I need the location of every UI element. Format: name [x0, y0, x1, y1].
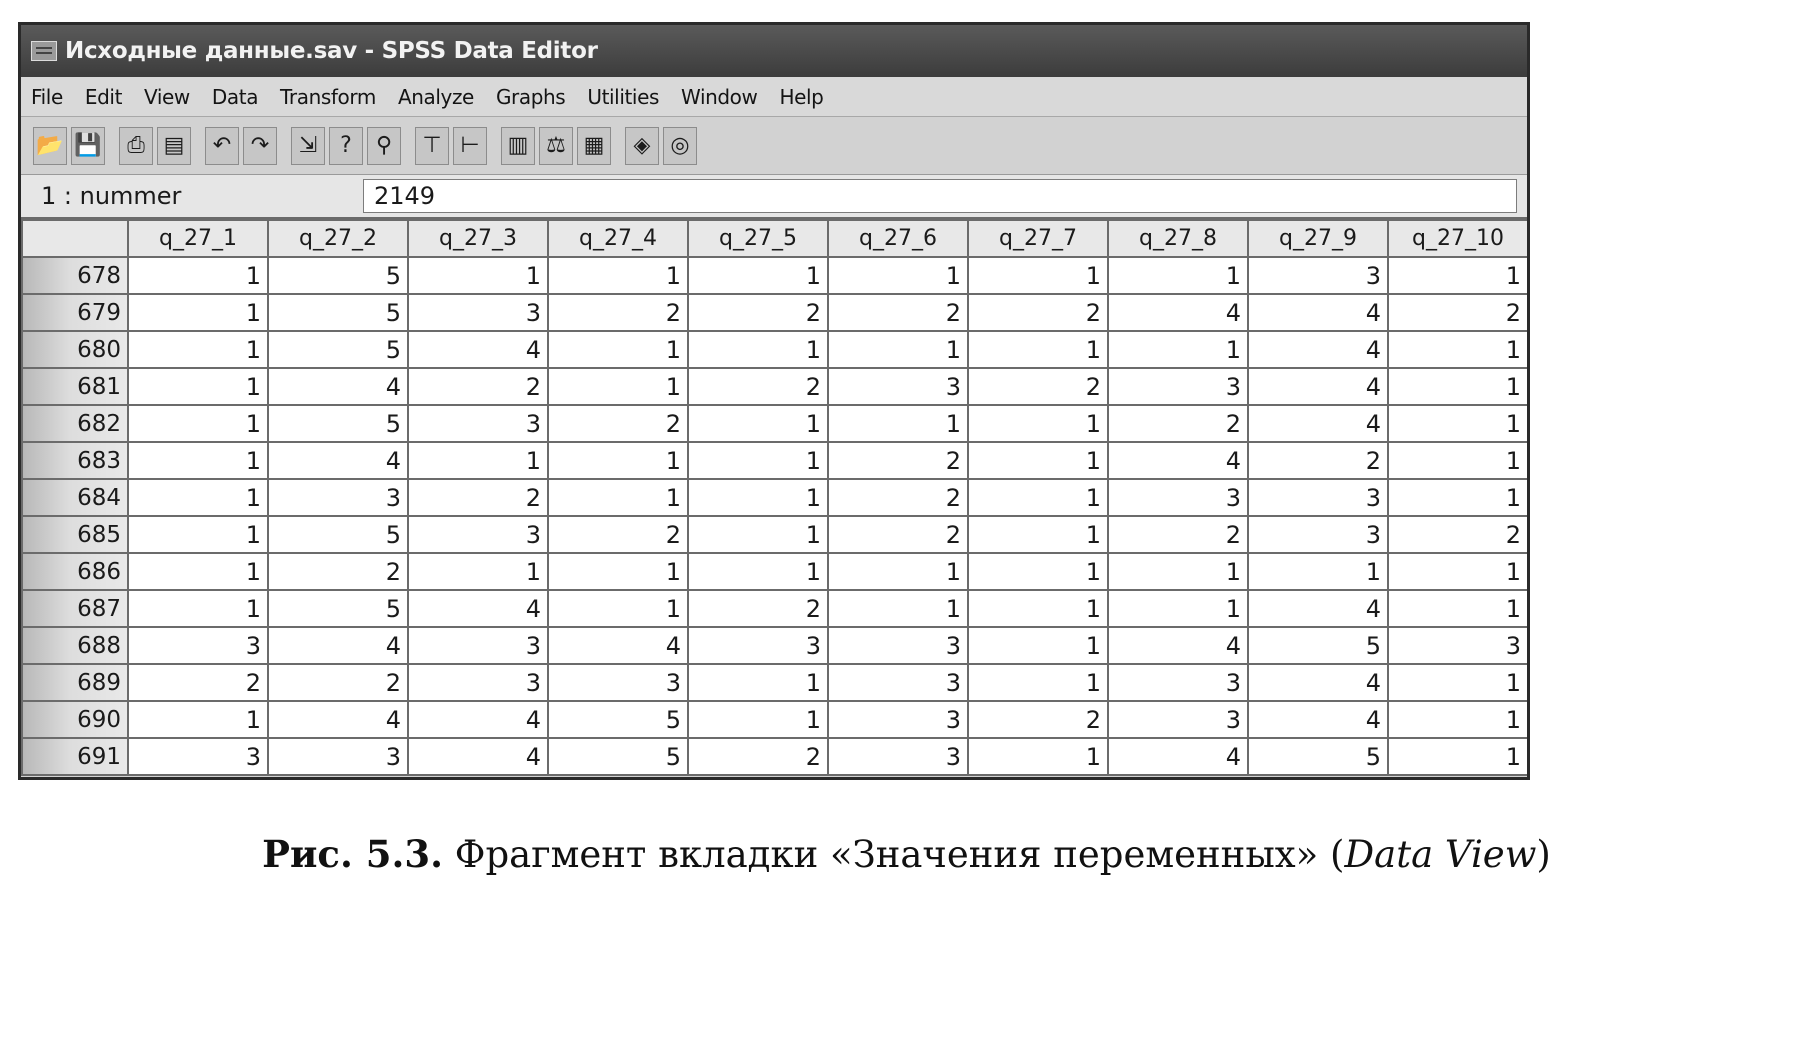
data-cell[interactable]: 1	[968, 664, 1108, 701]
data-cell[interactable]: 4	[408, 590, 548, 627]
data-cell[interactable]: 1	[968, 442, 1108, 479]
row-header[interactable]: 683	[22, 442, 128, 479]
data-cell[interactable]: 2	[1108, 405, 1248, 442]
table-row	[22, 331, 1528, 368]
table-row	[22, 738, 1528, 775]
data-cell[interactable]: 4	[1248, 405, 1388, 442]
data-cell[interactable]: 1	[1108, 257, 1248, 294]
column-header-q_27_4[interactable]: q_27_4	[548, 220, 688, 257]
toolbar-separator	[195, 127, 201, 165]
table-row	[22, 405, 1528, 442]
title-bar	[21, 25, 1527, 77]
data-cell[interactable]: 2	[408, 368, 548, 405]
data-cell[interactable]: 1	[968, 627, 1108, 664]
menu-data[interactable]: Data	[211, 84, 259, 109]
data-cell[interactable]: 1	[408, 442, 548, 479]
table-row	[22, 368, 1528, 405]
data-cell[interactable]: 5	[268, 257, 408, 294]
table-row	[22, 701, 1528, 738]
data-cell[interactable]: 2	[688, 738, 828, 775]
data-cell[interactable]: 3	[408, 294, 548, 331]
data-cell[interactable]: 1	[128, 368, 268, 405]
row-header[interactable]: 679	[22, 294, 128, 331]
data-cell[interactable]: 1	[128, 516, 268, 553]
data-cell[interactable]: 3	[828, 701, 968, 738]
column-header-q_27_10[interactable]: q_27_10	[1388, 220, 1528, 257]
data-cell[interactable]: 3	[828, 368, 968, 405]
variables-icon[interactable]: ?	[329, 127, 363, 165]
data-cell[interactable]: 1	[128, 294, 268, 331]
spss-app-icon	[31, 41, 57, 61]
data-cell[interactable]: 5	[1248, 627, 1388, 664]
data-cell[interactable]: 3	[1248, 516, 1388, 553]
data-cell[interactable]: 1	[128, 257, 268, 294]
redo-icon[interactable]: ↷	[243, 127, 277, 165]
data-cell[interactable]: 3	[408, 516, 548, 553]
toolbar-separator	[109, 127, 115, 165]
data-cell[interactable]: 3	[828, 738, 968, 775]
data-cell[interactable]: 3	[828, 627, 968, 664]
data-cell[interactable]: 3	[268, 738, 408, 775]
data-cell[interactable]: 1	[128, 701, 268, 738]
data-cell[interactable]: 1	[968, 738, 1108, 775]
data-cell[interactable]: 2	[268, 553, 408, 590]
data-cell[interactable]: 1	[1108, 590, 1248, 627]
data-cell[interactable]: 3	[408, 405, 548, 442]
caption-italic: Data View	[1344, 833, 1537, 876]
column-header-q_27_3[interactable]: q_27_3	[408, 220, 548, 257]
caption-close: )	[1536, 833, 1551, 876]
toolbar-separator	[491, 127, 497, 165]
data-cell[interactable]: 1	[1388, 664, 1528, 701]
data-cell[interactable]: 4	[1108, 738, 1248, 775]
data-cell[interactable]: 1	[1388, 331, 1528, 368]
data-cell[interactable]: 1	[1108, 553, 1248, 590]
data-cell[interactable]: 4	[1108, 442, 1248, 479]
cell-value-input[interactable]: 2149	[363, 179, 1517, 213]
data-cell[interactable]: 1	[128, 405, 268, 442]
data-cell[interactable]: 4	[268, 368, 408, 405]
data-cell[interactable]: 1	[1388, 405, 1528, 442]
menu-edit[interactable]: Edit	[84, 84, 123, 109]
data-cell[interactable]: 1	[128, 479, 268, 516]
caption-text: Фрагмент вкладки «Значения переменных» (	[442, 833, 1345, 876]
data-cell[interactable]: 1	[548, 368, 688, 405]
data-cell[interactable]: 1	[828, 257, 968, 294]
data-cell[interactable]: 1	[1388, 701, 1528, 738]
row-header[interactable]: 691	[22, 738, 128, 775]
table-row	[22, 590, 1528, 627]
data-cell[interactable]: 3	[1248, 479, 1388, 516]
menu-graphs[interactable]: Graphs	[495, 84, 566, 109]
data-cell[interactable]: 5	[268, 294, 408, 331]
data-cell[interactable]: 1	[128, 442, 268, 479]
data-view-grid	[21, 219, 1529, 776]
data-cell[interactable]: 4	[1248, 590, 1388, 627]
table-row	[22, 627, 1528, 664]
spss-data-editor-window	[18, 22, 1530, 780]
data-cell[interactable]: 1	[548, 553, 688, 590]
window-title: Исходные данные.sav - SPSS Data Editor	[65, 38, 598, 64]
data-cell[interactable]: 3	[1248, 257, 1388, 294]
caption-label: Рис. 5.3.	[262, 832, 443, 876]
data-cell[interactable]: 1	[688, 553, 828, 590]
table-row	[22, 442, 1528, 479]
table-row	[22, 664, 1528, 701]
data-cell[interactable]: 1	[548, 331, 688, 368]
data-cell[interactable]: 2	[688, 294, 828, 331]
data-cell[interactable]: 2	[688, 368, 828, 405]
data-cell[interactable]: 2	[1108, 516, 1248, 553]
data-cell[interactable]: 3	[408, 627, 548, 664]
data-cell[interactable]: 5	[1248, 738, 1388, 775]
data-cell[interactable]: 2	[1388, 516, 1528, 553]
data-cell[interactable]: 1	[828, 405, 968, 442]
row-header[interactable]: 686	[22, 553, 128, 590]
menu-window[interactable]: Window	[681, 84, 758, 109]
print-icon[interactable]: ⎙	[119, 127, 153, 165]
data-cell[interactable]: 2	[688, 590, 828, 627]
row-header[interactable]: 690	[22, 701, 128, 738]
data-cell[interactable]: 1	[128, 553, 268, 590]
data-cell[interactable]: 1	[968, 331, 1108, 368]
data-cell[interactable]: 3	[1108, 479, 1248, 516]
data-cell[interactable]: 1	[1108, 331, 1248, 368]
data-cell[interactable]: 1	[828, 590, 968, 627]
data-cell[interactable]: 4	[408, 331, 548, 368]
data-cell[interactable]: 3	[548, 664, 688, 701]
goto-case-icon[interactable]: ⇲	[291, 127, 325, 165]
figure-caption	[0, 832, 1813, 876]
data-cell[interactable]: 1	[968, 553, 1108, 590]
menu-view[interactable]: View	[144, 84, 190, 109]
table-row	[22, 553, 1528, 590]
row-header[interactable]: 689	[22, 664, 128, 701]
data-cell[interactable]: 1	[1248, 553, 1388, 590]
grid-corner[interactable]	[22, 220, 128, 257]
table-row	[22, 257, 1528, 294]
data-cell[interactable]: 4	[268, 627, 408, 664]
data-cell[interactable]: 3	[268, 479, 408, 516]
table-row	[22, 516, 1528, 553]
data-cell[interactable]: 5	[268, 516, 408, 553]
table-row	[22, 479, 1528, 516]
open-file-icon[interactable]: 📂	[33, 127, 67, 165]
column-header-q_27_2[interactable]: q_27_2	[268, 220, 408, 257]
data-cell[interactable]: 1	[128, 590, 268, 627]
data-cell[interactable]: 1	[968, 479, 1108, 516]
data-cell[interactable]: 4	[1108, 627, 1248, 664]
data-cell[interactable]: 2	[1388, 294, 1528, 331]
data-cell[interactable]: 2	[828, 516, 968, 553]
row-header[interactable]: 678	[22, 257, 128, 294]
cell-editor-bar	[21, 175, 1527, 219]
data-cell[interactable]: 1	[1388, 738, 1528, 775]
data-cell[interactable]: 3	[828, 664, 968, 701]
data-cell[interactable]: 2	[268, 664, 408, 701]
data-cell[interactable]: 4	[268, 701, 408, 738]
data-cell[interactable]: 1	[968, 257, 1108, 294]
row-header[interactable]: 687	[22, 590, 128, 627]
data-cell[interactable]: 1	[1388, 257, 1528, 294]
data-cell[interactable]: 4	[1248, 368, 1388, 405]
data-cell[interactable]: 1	[1388, 442, 1528, 479]
menu-bar	[21, 77, 1527, 117]
data-cell[interactable]: 1	[128, 331, 268, 368]
data-cell[interactable]: 4	[268, 442, 408, 479]
data-cell[interactable]: 5	[548, 701, 688, 738]
use-sets-icon[interactable]: ◎	[663, 127, 697, 165]
data-cell[interactable]: 5	[268, 405, 408, 442]
data-cell[interactable]: 1	[828, 331, 968, 368]
row-header[interactable]: 681	[22, 368, 128, 405]
data-cell[interactable]: 1	[688, 442, 828, 479]
data-cell[interactable]: 4	[408, 701, 548, 738]
data-cell[interactable]: 2	[408, 479, 548, 516]
data-cell[interactable]: 2	[548, 294, 688, 331]
data-cell[interactable]: 1	[688, 516, 828, 553]
data-cell[interactable]: 1	[688, 257, 828, 294]
dialog-recall-icon[interactable]: ▤	[157, 127, 191, 165]
toolbar-separator	[405, 127, 411, 165]
data-cell[interactable]: 3	[1108, 368, 1248, 405]
data-cell[interactable]: 1	[968, 590, 1108, 627]
table-row	[22, 294, 1528, 331]
data-cell[interactable]: 4	[1108, 294, 1248, 331]
column-header-q_27_7[interactable]: q_27_7	[968, 220, 1108, 257]
toolbar-separator	[281, 127, 287, 165]
data-cell[interactable]: 1	[688, 331, 828, 368]
data-cell[interactable]: 1	[968, 516, 1108, 553]
row-header[interactable]: 680	[22, 331, 128, 368]
data-cell[interactable]: 1	[408, 257, 548, 294]
column-header-q_27_1[interactable]: q_27_1	[128, 220, 268, 257]
row-header[interactable]: 685	[22, 516, 128, 553]
column-header-q_27_6[interactable]: q_27_6	[828, 220, 968, 257]
data-cell[interactable]: 4	[1248, 331, 1388, 368]
data-cell[interactable]: 2	[548, 516, 688, 553]
data-cell[interactable]: 1	[1388, 479, 1528, 516]
data-cell[interactable]: 2	[548, 405, 688, 442]
value-labels-icon[interactable]: ◈	[625, 127, 659, 165]
column-header-row	[22, 220, 1528, 257]
data-cell[interactable]: 1	[688, 405, 828, 442]
data-cell[interactable]: 5	[268, 331, 408, 368]
data-cell[interactable]: 2	[128, 664, 268, 701]
data-cell[interactable]: 1	[1388, 368, 1528, 405]
data-cell[interactable]: 1	[968, 405, 1108, 442]
column-header-q_27_5[interactable]: q_27_5	[688, 220, 828, 257]
data-cell[interactable]: 1	[548, 479, 688, 516]
data-cell[interactable]: 1	[688, 701, 828, 738]
data-cell[interactable]: 3	[408, 664, 548, 701]
insert-case-icon[interactable]: ⊤	[415, 127, 449, 165]
data-cell[interactable]: 3	[128, 627, 268, 664]
data-cell[interactable]: 1	[828, 553, 968, 590]
find-icon[interactable]: ⚲	[367, 127, 401, 165]
data-cell[interactable]: 2	[828, 442, 968, 479]
undo-icon[interactable]: ↶	[205, 127, 239, 165]
data-cell[interactable]: 4	[1248, 664, 1388, 701]
select-cases-icon[interactable]: ▦	[577, 127, 611, 165]
weight-cases-icon[interactable]: ⚖	[539, 127, 573, 165]
row-header[interactable]: 688	[22, 627, 128, 664]
data-cell[interactable]: 1	[548, 257, 688, 294]
data-cell[interactable]: 4	[408, 738, 548, 775]
data-cell[interactable]: 2	[828, 479, 968, 516]
data-cell[interactable]: 3	[1108, 701, 1248, 738]
menu-transform[interactable]: Transform	[280, 84, 376, 109]
data-cell[interactable]: 2	[968, 368, 1108, 405]
insert-variable-icon[interactable]: ⊢	[453, 127, 487, 165]
data-cell[interactable]: 4	[1248, 294, 1388, 331]
data-cell[interactable]: 1	[408, 553, 548, 590]
column-header-q_27_8[interactable]: q_27_8	[1108, 220, 1248, 257]
data-cell[interactable]: 2	[968, 294, 1108, 331]
menu-help[interactable]: Help	[779, 84, 824, 109]
data-cell[interactable]: 1	[688, 664, 828, 701]
column-header-q_27_9[interactable]: q_27_9	[1248, 220, 1388, 257]
menu-file[interactable]: File	[31, 84, 63, 109]
data-cell[interactable]: 4	[1248, 701, 1388, 738]
data-cell[interactable]: 5	[268, 590, 408, 627]
toolbar	[21, 117, 1527, 175]
row-header[interactable]: 684	[22, 479, 128, 516]
data-cell[interactable]: 1	[548, 442, 688, 479]
toolbar-separator	[615, 127, 621, 165]
save-icon[interactable]: 💾	[71, 127, 105, 165]
data-cell[interactable]: 1	[1388, 590, 1528, 627]
data-cell[interactable]: 5	[548, 738, 688, 775]
menu-analyze[interactable]: Analyze	[397, 84, 474, 109]
menu-utilities[interactable]: Utilities	[587, 84, 660, 109]
data-cell[interactable]: 3	[1108, 664, 1248, 701]
data-cell[interactable]: 1	[1388, 553, 1528, 590]
data-cell[interactable]: 3	[688, 627, 828, 664]
data-cell[interactable]: 1	[548, 590, 688, 627]
cell-reference: 1 : nummer	[41, 182, 182, 210]
data-cell[interactable]: 3	[128, 738, 268, 775]
row-header[interactable]: 682	[22, 405, 128, 442]
data-cell[interactable]: 1	[688, 479, 828, 516]
split-file-icon[interactable]: ▥	[501, 127, 535, 165]
data-cell[interactable]: 2	[828, 294, 968, 331]
data-cell[interactable]: 2	[968, 701, 1108, 738]
data-cell[interactable]: 4	[548, 627, 688, 664]
data-cell[interactable]: 3	[1388, 627, 1528, 664]
data-cell[interactable]: 2	[1248, 442, 1388, 479]
